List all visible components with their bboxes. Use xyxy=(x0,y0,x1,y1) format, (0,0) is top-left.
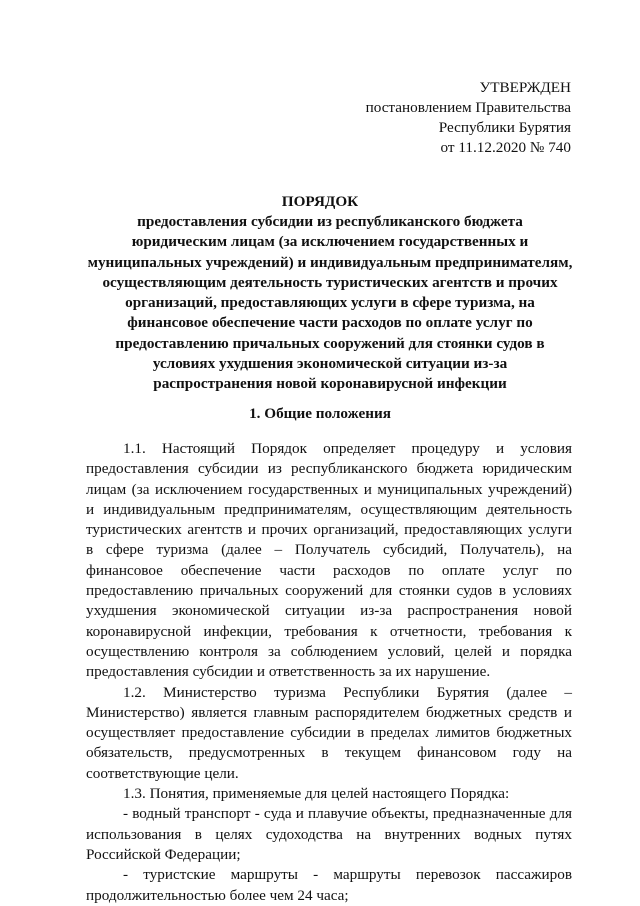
paragraph-1-1: 1.1. Настоящий Порядок определяет процедуру и условия предоставления субсидии из республиканского бюджета юридическим лицам (за исключением государственных и муниципальных учреждений) и индивидуальным предпринимателям, осуществляющим деятельность туристических агентств и прочих организаций, предоставляющих услуги в сфере туризма (далее – Получатель субсидий, Получатель), на финансовое обеспечение части расходов по оплате услуг по предоставлению причальных сооружений для стоянки судов в условиях ухудшения экономической ситуации из-за распространения новой коронавирусной инфекции, требования к отчетности, требования к осуществлению контроля за соблюдением условий, целей и порядка предоставления субсидии и ответственность за их нарушение. xyxy=(86,440,572,681)
paragraph-1-2: 1.2. Министерство туризма Республики Бурятия (далее – Министерство) является главным распорядителем бюджетных средств и осуществляет предоставление субсидии в пределах лимитов бюджетных обязательств, предусмотренных в текущем финансовом году на соответствующие цели. xyxy=(86,683,572,782)
definition-water-transport: - водный транспорт - суда и плавучие объекты, предназначенные для использования в целях судоходства на внутренних водных путях Российской Федерации; xyxy=(86,805,572,863)
subtitle-line: осуществляющим деятельность туристических агентств и прочих xyxy=(102,273,558,291)
section-heading: 1. Общие положения xyxy=(249,405,391,422)
subtitle-line: муниципальных учреждений) и индивидуальным предпринимателям, xyxy=(87,253,573,271)
approval-heading: УТВЕРЖДЕН xyxy=(479,79,571,96)
approval-date-number: от 11.12.2020 № 740 xyxy=(440,139,571,156)
subtitle-line: условиях ухудшения экономической ситуации из-за xyxy=(152,355,508,373)
subtitle-line: распространения новой коронавирусной инфекции xyxy=(153,375,507,393)
document-subtitle xyxy=(80,212,580,395)
approval-resolution: постановлением Правительства xyxy=(365,99,571,116)
definition-tourist-routes: - туристские маршруты - маршруты перевозок пассажиров продолжительностью более чем 24 часа; xyxy=(86,866,572,904)
subtitle-line: предоставлению причальных сооружений для стоянки судов в xyxy=(115,334,545,352)
approval-stamp xyxy=(366,78,571,158)
subtitle-line: финансовое обеспечение части расходов по оплате услуг по xyxy=(127,314,533,332)
subtitle-line: организаций, предоставляющих услуги в сфере туризма, на xyxy=(125,294,535,312)
document-body xyxy=(86,439,572,906)
approval-republic: Республики Бурятия xyxy=(438,119,571,136)
paragraph-1-3: 1.3. Понятия, применяемые для целей настоящего Порядка: xyxy=(123,785,510,803)
subtitle-line: предоставления субсидии из республиканского бюджета xyxy=(137,213,523,230)
subtitle-line: юридическим лицам (за исключением государственных и xyxy=(131,233,529,251)
document-title: ПОРЯДОК xyxy=(281,193,359,210)
